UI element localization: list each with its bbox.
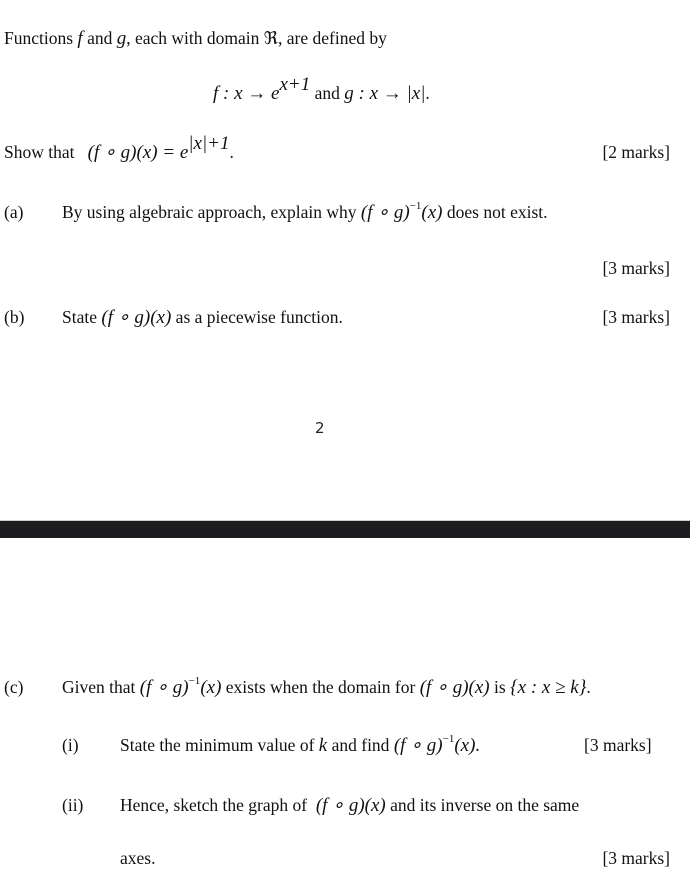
g-definition: g : x → |x| xyxy=(344,83,426,104)
text: Hence, sketch the graph of xyxy=(120,795,308,815)
math-k: k xyxy=(318,735,328,756)
text: and xyxy=(310,83,345,103)
part-a-label: (a) xyxy=(4,202,24,222)
composite-expression: (f ∘ g)(x) xyxy=(101,307,172,328)
marks-label: [2 marks] xyxy=(602,142,670,162)
part-c-ii-text-continued: axes. xyxy=(120,848,156,868)
text: By using algebraic approach, explain why xyxy=(62,202,357,222)
text: . xyxy=(229,142,234,162)
intro-line xyxy=(4,27,387,50)
text: and its inverse on the same xyxy=(390,795,580,815)
text: Functions xyxy=(4,28,78,48)
text: . xyxy=(425,83,430,103)
part-c-ii-text xyxy=(120,794,579,817)
part-b-label: (b) xyxy=(4,307,25,327)
composite-expression: (f ∘ g)(x) = e xyxy=(87,142,189,163)
marks-label: [3 marks] xyxy=(602,258,670,278)
show-that-line xyxy=(4,133,234,164)
composite-expression: (f ∘ g) xyxy=(393,735,443,756)
part-c-ii-label: (ii) xyxy=(62,795,84,815)
text: State the minimum value of xyxy=(120,735,315,755)
text: and find xyxy=(331,735,390,755)
text: Show that xyxy=(4,142,75,162)
text: exists when the domain for xyxy=(225,677,416,697)
part-c-i-label: (i) xyxy=(62,735,79,755)
part-c-label: (c) xyxy=(4,677,24,697)
function-definitions xyxy=(213,74,430,105)
inverse-exponent: −1 xyxy=(442,733,455,745)
part-c-text xyxy=(62,676,591,699)
text: does not exist. xyxy=(446,202,548,222)
composite-expression: (f ∘ g)(x) xyxy=(315,795,386,816)
marks-label: [3 marks] xyxy=(584,735,652,755)
part-b-text xyxy=(62,306,343,329)
text: as a piecewise function. xyxy=(175,307,343,327)
f-exponent: x+1 xyxy=(279,74,311,95)
marks-label: [3 marks] xyxy=(602,307,670,327)
text: , each with domain ℜ, are defined by xyxy=(126,28,387,48)
math-x: (x). xyxy=(454,735,481,756)
composite-expression: (f ∘ g) xyxy=(360,202,410,223)
math-f: f xyxy=(77,28,83,49)
math-x: (x) xyxy=(421,202,443,223)
marks-label: [3 marks] xyxy=(602,848,670,868)
text: Given that xyxy=(62,677,136,697)
math-g: g xyxy=(116,28,127,49)
inverse-exponent: −1 xyxy=(409,200,422,212)
exponent: |x|+1 xyxy=(188,133,230,154)
part-a-text xyxy=(62,201,548,224)
f-definition: f : x → e xyxy=(213,83,280,104)
text: State xyxy=(62,307,97,327)
part-c-i-text xyxy=(120,734,480,757)
text: and xyxy=(82,28,117,48)
page-break-divider xyxy=(0,520,690,538)
inverse-exponent: −1 xyxy=(188,675,201,687)
text: . xyxy=(586,677,591,697)
composite-expression: (f ∘ g)(x) xyxy=(419,677,490,698)
domain-set: {x : x ≥ k} xyxy=(510,677,587,698)
page-number: 2 xyxy=(315,419,325,437)
math-x: (x) xyxy=(200,677,222,698)
text: is xyxy=(494,677,506,697)
composite-expression: (f ∘ g) xyxy=(139,677,189,698)
